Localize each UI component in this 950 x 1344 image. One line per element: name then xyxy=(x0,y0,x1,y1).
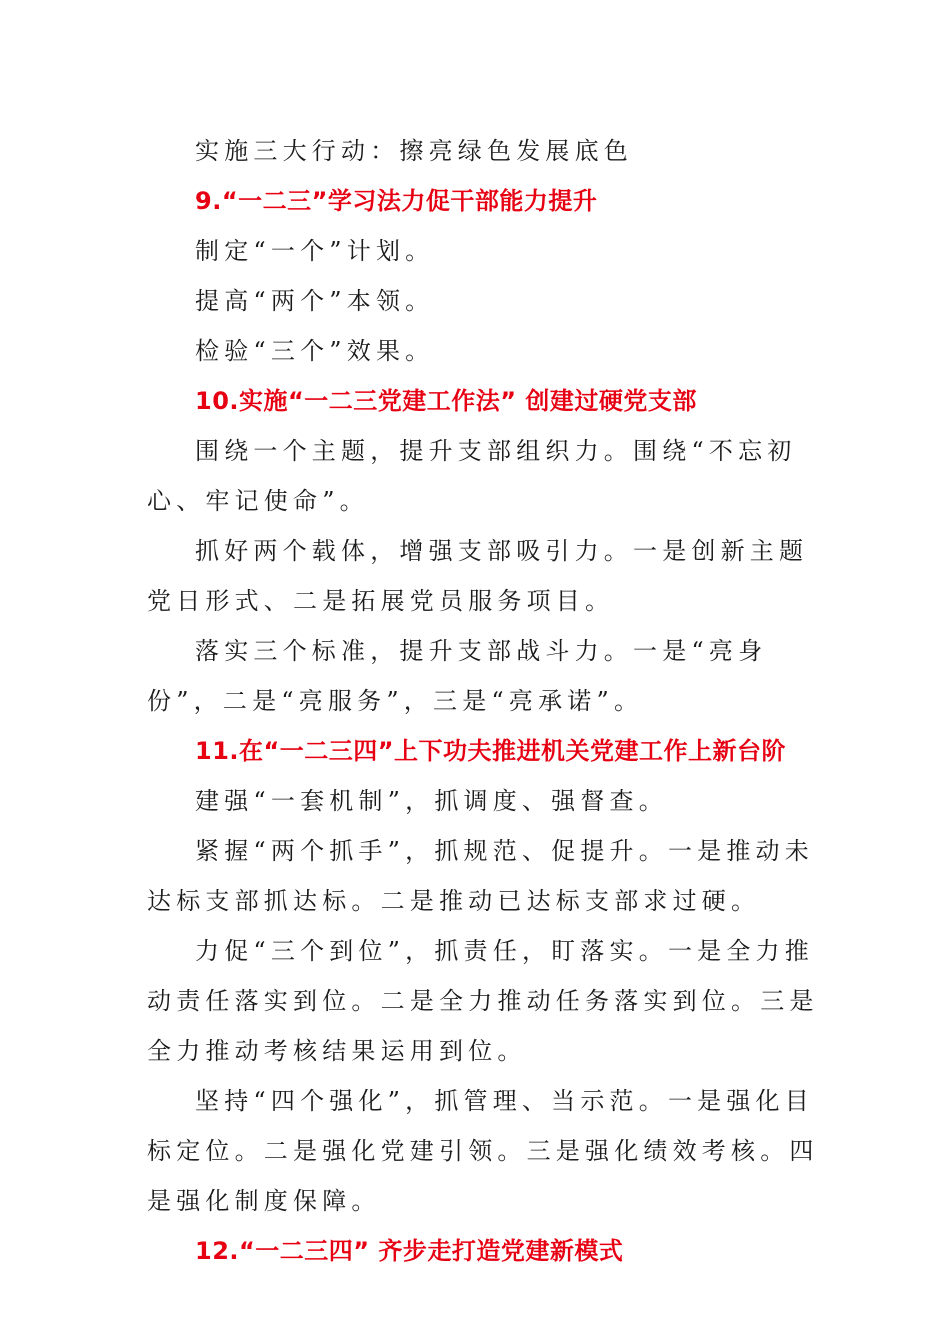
body-paragraph: 抓好两个载体，增强支部吸引力。一是创新主题党日形式、二是拓展党员服务项目。 xyxy=(147,537,809,615)
body-paragraph: 坚持“四个强化”，抓管理、当示范。一是强化目标定位。二是强化党建引领。三是强化绩效考核。四是强化制度保障。 xyxy=(147,1087,819,1215)
body-paragraph: 提高“两个”本领。 xyxy=(195,287,435,315)
section-heading-10: 10.实施“一二三党建工作法” 创建过硬党支部 xyxy=(195,387,697,415)
body-paragraph: 实施三大行动：擦亮绿色发展底色 xyxy=(195,137,633,165)
body-paragraph: 力促“三个到位”，抓责任，盯落实。一是全力推动责任落实到位。二是全力推动任务落实到位。三是全力推动考核结果运用到位。 xyxy=(147,937,819,1065)
body-paragraph: 落实三个标准，提升支部战斗力。一是“亮身份”，二是“亮服务”，三是“亮承诺”。 xyxy=(147,637,768,715)
section-heading-12: 12.“一二三四” 齐步走打造党建新模式 xyxy=(195,1237,624,1265)
body-paragraph: 围绕一个主题，提升支部组织力。围绕“不忘初心、牢记使命”。 xyxy=(147,437,797,515)
body-paragraph: 建强“一套机制”，抓调度、强督查。 xyxy=(195,787,668,815)
body-paragraph: 检验“三个”效果。 xyxy=(195,337,435,365)
document-body xyxy=(147,126,830,1276)
body-paragraph: 制定“一个”计划。 xyxy=(195,237,435,265)
body-paragraph: 紧握“两个抓手”，抓规范、促提升。一是推动未达标支部抓达标。二是推动已达标支部求过硬。 xyxy=(147,837,814,915)
section-heading-9: 9.“一二三”学习法力促干部能力提升 xyxy=(195,187,598,215)
section-heading-11: 11.在“一二三四”上下功夫推进机关党建工作上新台阶 xyxy=(195,737,787,765)
